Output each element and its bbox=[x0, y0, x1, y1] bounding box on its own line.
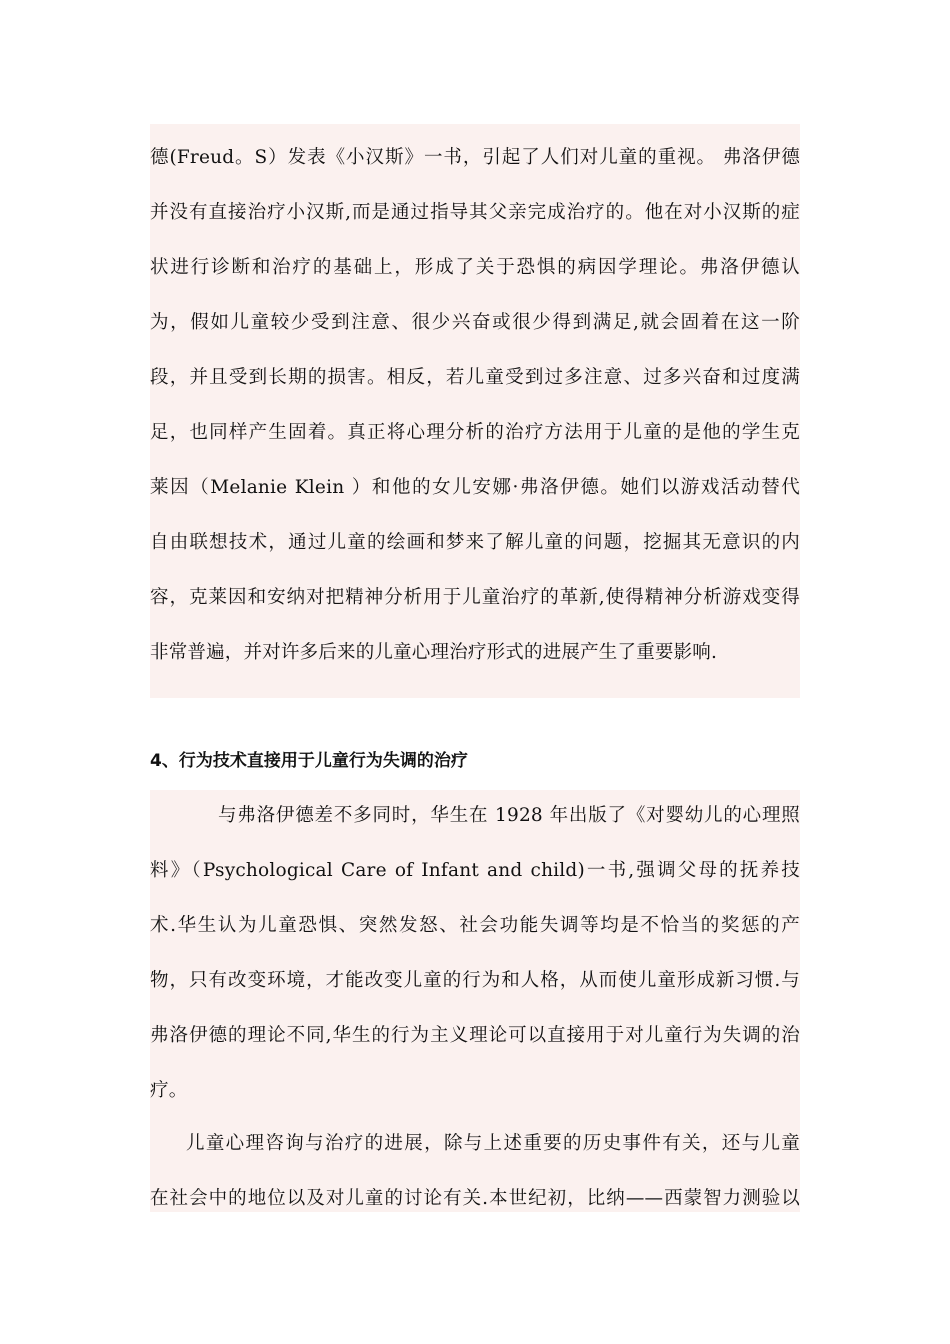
paragraph-line: 为，假如儿童较少受到注意、很少兴奋或很少得到满足,就会固着在这一阶 bbox=[150, 312, 800, 333]
paragraph-line: 并没有直接治疗小汉斯,而是通过指导其父亲完成治疗的。他在对小汉斯的症 bbox=[150, 202, 800, 223]
paragraph-line: 莱因（Melanie Klein ）和他的女儿安娜·弗洛伊德。她们以游戏活动替代 bbox=[150, 477, 800, 498]
paragraph-line: 弗洛伊德的理论不同,华生的行为主义理论可以直接用于对儿童行为失调的治 bbox=[150, 1025, 800, 1046]
paragraph-line: 德(Freud。S）发表《小汉斯》一书，引起了人们对儿童的重视。 弗洛伊德 bbox=[150, 147, 800, 168]
paragraph-line: 非常普遍，并对许多后来的儿童心理治疗形式的进展产生了重要影响. bbox=[150, 642, 718, 663]
paragraph-line: 段，并且受到长期的损害。相反，若儿童受到过多注意、过多兴奋和过度满 bbox=[150, 367, 800, 388]
paragraph-line: 足，也同样产生固着。真正将心理分析的治疗方法用于儿童的是他的学生克 bbox=[150, 422, 800, 443]
paragraph-line: 在社会中的地位以及对儿童的讨论有关.本世纪初，比纳——西蒙智力测验以 bbox=[150, 1188, 800, 1209]
paragraph-line: 术.华生认为儿童恐惧、突然发怒、社会功能失调等均是不恰当的奖惩的产 bbox=[150, 915, 800, 936]
paragraph-line: 儿童心理咨询与治疗的进展，除与上述重要的历史事件有关，还与儿童 bbox=[186, 1133, 800, 1154]
paragraph-line: 物，只有改变环境，才能改变儿童的行为和人格，从而使儿童形成新习惯.与 bbox=[150, 970, 800, 991]
paragraph-line: 疗。 bbox=[150, 1080, 188, 1101]
paragraph-line: 状进行诊断和治疗的基础上，形成了关于恐惧的病因学理论。弗洛伊德认 bbox=[150, 257, 800, 278]
paragraph-line: 料》（Psychological Care of Infant and child)一书,强调父母的抚养技 bbox=[150, 860, 800, 881]
paragraph-line: 容，克莱因和安纳对把精神分析用于儿童治疗的革新,使得精神分析游戏变得 bbox=[150, 587, 800, 608]
section-heading: 4、行为技术直接用于儿童行为失调的治疗 bbox=[150, 751, 468, 771]
paragraph-line: 自由联想技术，通过儿童的绘画和梦来了解儿童的问题，挖掘其无意识的内 bbox=[150, 532, 800, 553]
paragraph-line: 与弗洛伊德差不多同时，华生在 1928 年出版了《对婴幼儿的心理照 bbox=[218, 805, 800, 826]
